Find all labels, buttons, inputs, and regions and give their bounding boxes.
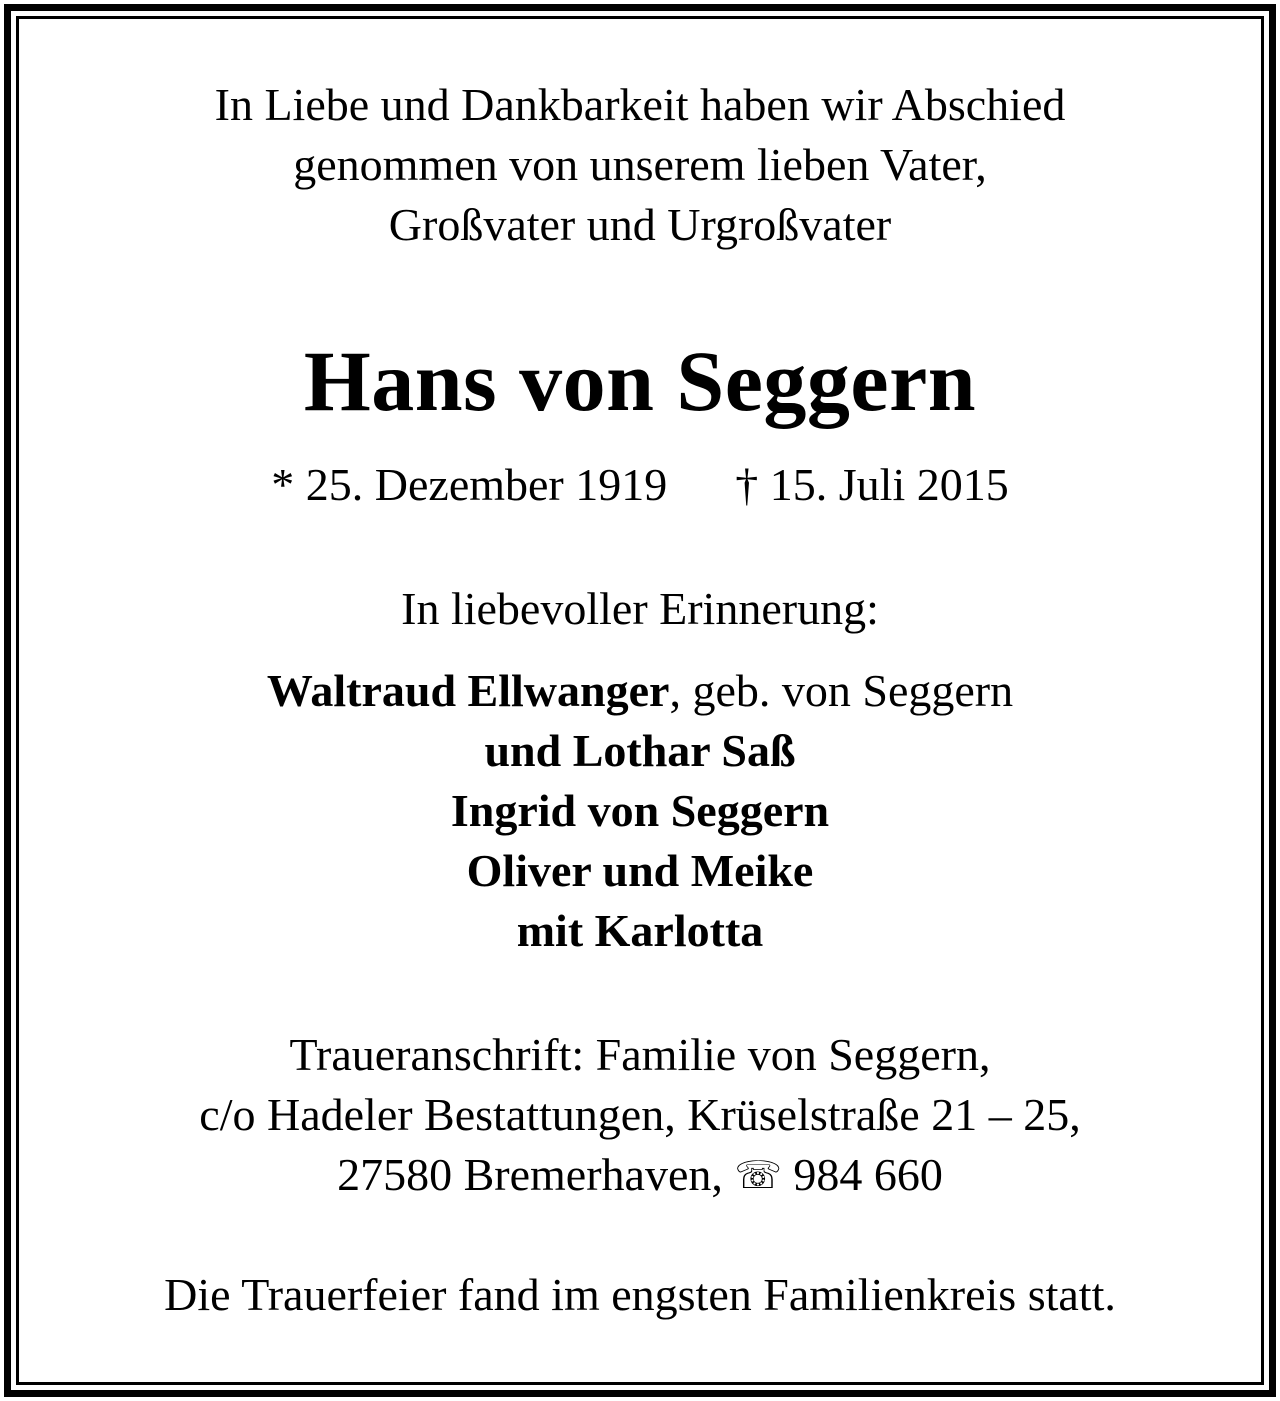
telephone-icon: ☏ <box>734 1153 782 1197</box>
mourner-suffix: , geb. von Seggern <box>669 665 1014 716</box>
obituary-notice <box>19 19 1261 1382</box>
mourner-line-5: mit Karlotta <box>516 905 764 956</box>
address-line-1: Traueranschrift: Familie von Seggern, <box>289 1029 991 1080</box>
mourner-line-2: und Lothar Saß <box>484 725 796 776</box>
deceased-name: Hans von Seggern <box>303 333 977 429</box>
address-line-2: c/o Hadeler Bestattungen, Krüselstraße 21 – 25, <box>199 1089 1081 1140</box>
birth-date: * 25. Dezember 1919 <box>271 459 668 510</box>
life-dates <box>19 455 1261 515</box>
death-date: † 15. Juli 2015 <box>735 459 1009 510</box>
mourner-name: Waltraud Ellwanger <box>266 665 670 716</box>
address-city: 27580 Bremerhaven, <box>337 1149 735 1200</box>
mourner-line-3: Ingrid von Seggern <box>450 785 830 836</box>
intro-line-2: genommen von unserem lieben Vater, <box>293 139 987 190</box>
mourner-line-1 <box>19 661 1261 721</box>
address-line-3 <box>19 1145 1261 1205</box>
intro-line-3: Großvater und Urgroßvater <box>388 199 892 250</box>
intro-line-1: In Liebe und Dankbarkeit haben wir Abschied <box>214 79 1066 130</box>
memory-heading: In liebevoller Erinnerung: <box>401 583 879 634</box>
phone-number: 984 660 <box>781 1149 943 1200</box>
mourner-line-4: Oliver und Meike <box>466 845 814 896</box>
closing-note: Die Trauerfeier fand im engsten Familienkreis statt. <box>164 1269 1116 1320</box>
